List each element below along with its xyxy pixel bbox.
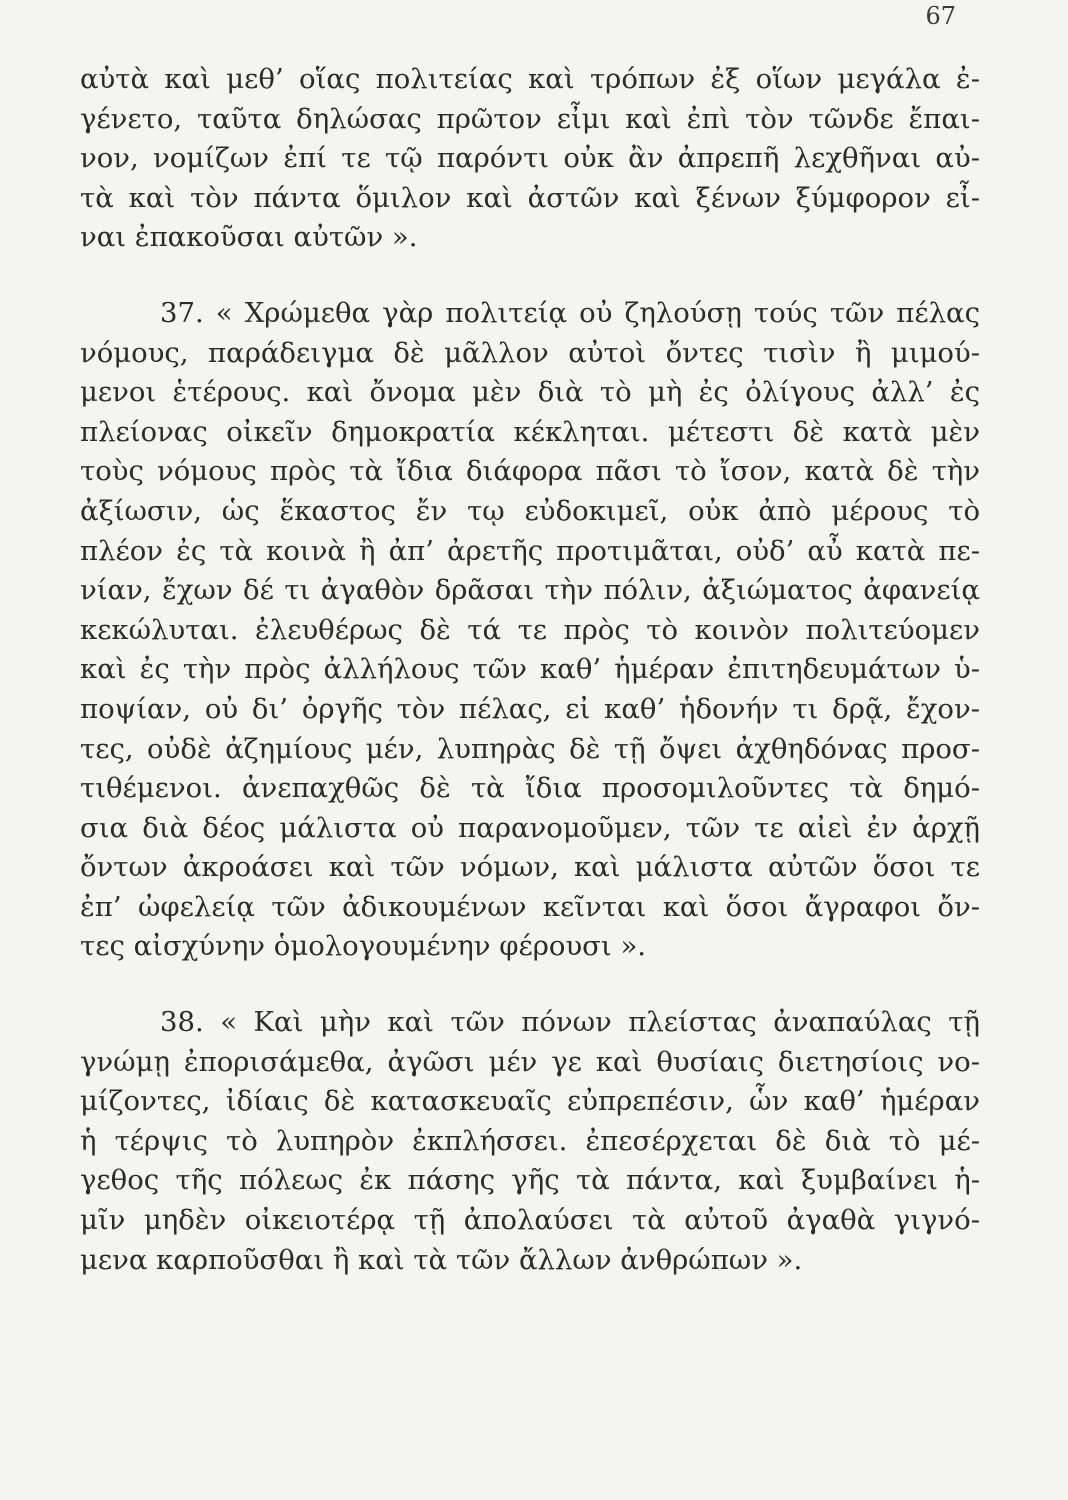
text-line: τὰ καὶ τὸν πάντα ὅμιλον καὶ ἀστῶν καὶ ξένων ξύμφορον εἶ- xyxy=(80,181,980,214)
text-line: νόμους, παράδειγμα δὲ μᾶλλον αὐτοὶ ὄντες τισὶν ἢ μιμού- xyxy=(80,336,980,369)
text-line: νίαν, ἔχων δέ τι ἀγαθὸν δρᾶσαι τὴν πόλιν, ἀξιώματος ἀφανείᾳ xyxy=(80,574,980,607)
text-line: 37. « Χρώμεθα γὰρ πολιτείᾳ οὐ ζηλούσῃ τούς τῶν πέλας xyxy=(160,296,980,329)
text-line: νον, νομίζων ἐπί τε τῷ παρόντι οὐκ ἂν ἀπρεπῆ λεχθῆναι αὐ- xyxy=(80,142,980,175)
text-line: κεκώλυται. ἐλευθέρως δὲ τά τε πρὸς τὸ κοινὸν πολιτεύομεν xyxy=(80,613,980,646)
paragraph-37 xyxy=(80,294,980,967)
text-line: πλέον ἐς τὰ κοινὰ ἢ ἀπ’ ἀρετῆς προτιμᾶται, οὐδ’ αὖ κατὰ πε- xyxy=(80,534,980,567)
text-line: ἡ τέρψις τὸ λυπηρὸν ἐκπλήσσει. ἐπεσέρχεται δὲ διὰ τὸ μέ- xyxy=(80,1124,980,1157)
text-line: γένετο, ταῦτα δηλώσας πρῶτον εἶμι καὶ ἐπὶ τὸν τῶνδε ἔπαι- xyxy=(80,102,980,135)
text-line: τιθέμενοι. ἀνεπαχθῶς δὲ τὰ ἴδια προσομιλοῦντες τὰ δημό- xyxy=(80,772,980,805)
text-line: ἐπ’ ὠφελείᾳ τῶν ἀδικουμένων κεῖνται καὶ ὅσοι ἄγραφοι ὄν- xyxy=(80,890,980,923)
text-line: μίζοντες, ἰδίαις δὲ κατασκευαῖς εὐπρεπέσιν, ὧν καθ’ ἡμέραν xyxy=(80,1085,980,1118)
text-line: γεθος τῆς πόλεως ἐκ πάσης γῆς τὰ πάντα, καὶ ξυμβαίνει ἡ- xyxy=(80,1164,980,1197)
text-line: τες, οὐδὲ ἀζημίους μέν, λυπηρὰς δὲ τῇ ὄψει ἀχθηδόνας προσ- xyxy=(80,732,980,765)
text-line: τες αἰσχύνην ὁμολογουμένην φέρουσι ». xyxy=(80,930,647,963)
page-number: 67 xyxy=(925,2,956,30)
text-line: ποψίαν, οὐ δι’ ὀργῆς τὸν πέλας, εἰ καθ’ ἡδονήν τι δρᾷ, ἔχον- xyxy=(80,692,980,725)
text-line: καὶ ἐς τὴν πρὸς ἀλλήλους τῶν καθ’ ἡμέραν ἐπιτηδευμάτων ὑ- xyxy=(80,653,980,686)
text-line: πλείονας οἰκεῖν δημοκρατία κέκληται. μέτεστι δὲ κατὰ μὲν xyxy=(80,415,980,448)
text-line: μενα καρποῦσθαι ἢ καὶ τὰ τῶν ἄλλων ἀνθρώπων ». xyxy=(80,1243,803,1276)
text-body xyxy=(80,60,980,1280)
text-line: αὐτὰ καὶ μεθ’ οἵας πολιτείας καὶ τρόπων ἐξ οἵων μεγάλα ἐ- xyxy=(80,63,980,95)
text-line: ἀξίωσιν, ὡς ἕκαστος ἔν τῳ εὐδοκιμεῖ, οὐκ ἀπὸ μέρους τὸ xyxy=(80,494,980,527)
text-line: μῖν μηδὲν οἰκειοτέρᾳ τῇ ἀπολαύσει τὰ αὐτοῦ ἀγαθὰ γιγνό- xyxy=(80,1204,980,1237)
text-line: τοὺς νόμους πρὸς τὰ ἴδια διάφορα πᾶσι τὸ ἴσον, κατὰ δὲ τὴν xyxy=(80,455,980,488)
paragraph-38 xyxy=(80,1003,980,1280)
text-line: 38. « Καὶ μὴν καὶ τῶν πόνων πλείστας ἀναπαύλας τῇ xyxy=(160,1006,980,1039)
text-line: ναι ἐπακοῦσαι αὐτῶν ». xyxy=(80,221,418,254)
paragraph-continuation xyxy=(80,60,980,258)
text-line: σια διὰ δέος μάλιστα οὐ παρανομοῦμεν, τῶν τε αἰεὶ ἐν ἀρχῇ xyxy=(80,811,980,844)
text-line: ὄντων ἀκροάσει καὶ τῶν νόμων, καὶ μάλιστα αὐτῶν ὅσοι τε xyxy=(80,851,980,884)
text-line: γνώμῃ ἐπορισάμεθα, ἀγῶσι μέν γε καὶ θυσίαις διετησίοις νο- xyxy=(80,1045,980,1078)
text-line: μενοι ἑτέρους. καὶ ὄνομα μὲν διὰ τὸ μὴ ἐς ὀλίγους ἀλλ’ ἐς xyxy=(80,376,980,409)
